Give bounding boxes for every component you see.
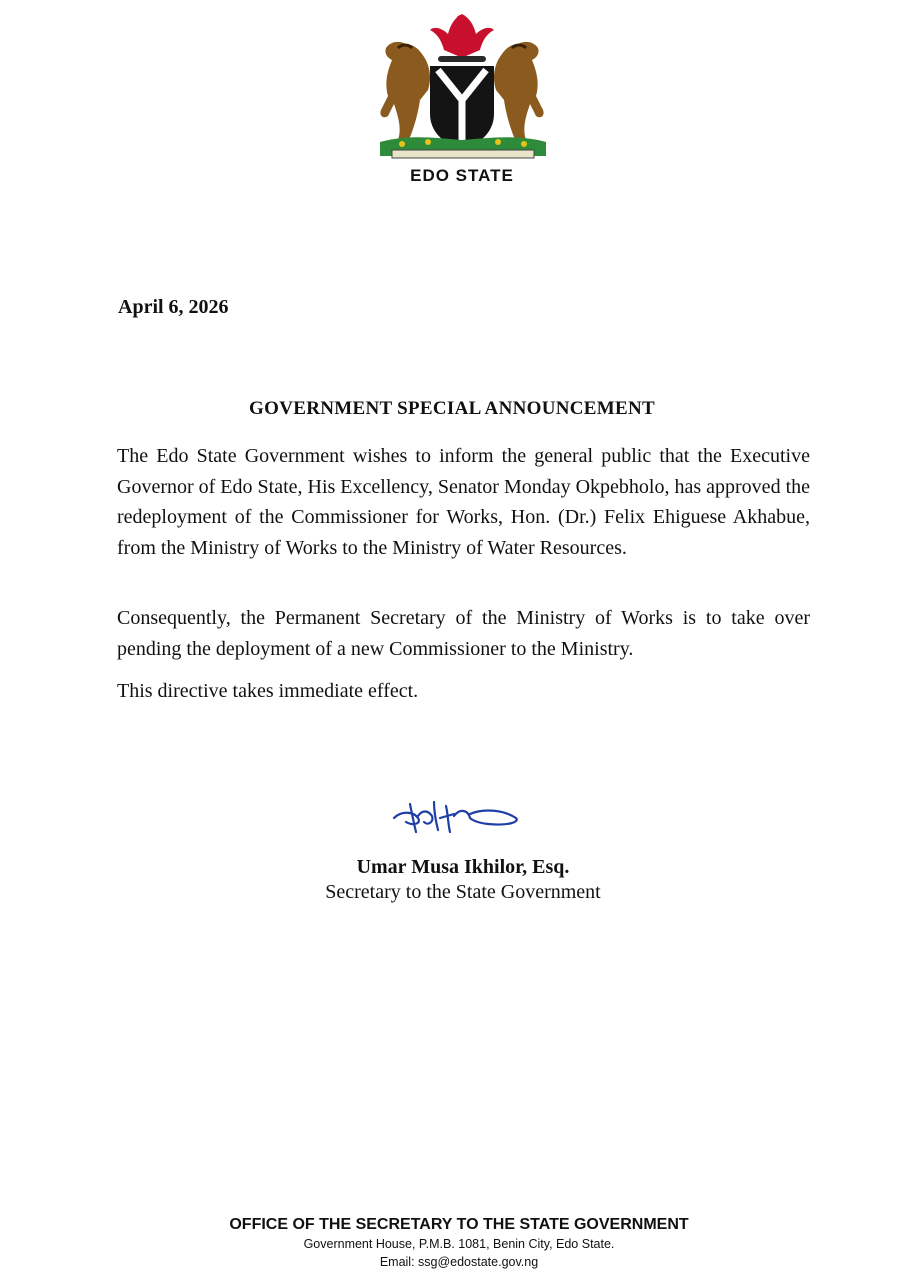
letter-footer [0, 1215, 904, 1271]
coat-of-arms [358, 4, 566, 190]
announcement-heading: GOVERNMENT SPECIAL ANNOUNCEMENT [249, 398, 655, 419]
body-paragraph-3: This directive takes immediate effect. [117, 680, 419, 702]
footer-address: Government House, P.M.B. 1081, Benin City, Edo State. [303, 1237, 615, 1251]
body-paragraph-2: Consequently, the Permanent Secretary of the Ministry of Works is to take over pending the deployment of a new Commissioner to the Ministry. [117, 607, 810, 660]
shield-icon [430, 66, 494, 150]
eagle-icon [430, 14, 494, 62]
signatory-name: Umar Musa Ikhilor, Esq. [356, 856, 570, 878]
ground-icon [380, 137, 546, 158]
body-paragraph-1: The Edo State Government wishes to inform the general public that the Executive Governor of Edo State, His Excellency, Senator Monday Okpebholo, has approved the redeployment of the Commissioner for Works, Hon. (Dr.) Felix Ehiguese Akhabue, from the Ministry of Works to the Ministry of Water Resources. [117, 445, 810, 559]
right-horse-icon [494, 42, 544, 142]
handwritten-signature [388, 796, 528, 842]
letter-date: April 6, 2026 [118, 296, 229, 318]
crest-label: EDO STATE [410, 166, 514, 185]
left-horse-icon [380, 42, 430, 142]
coat-of-arms-emblem [358, 4, 566, 168]
footer-email: Email: ssg@edostate.gov.ng [379, 1255, 539, 1269]
footer-office: OFFICE OF THE SECRETARY TO THE STATE GOVERNMENT [229, 1216, 689, 1233]
signatory-title: Secretary to the State Government [325, 881, 601, 903]
